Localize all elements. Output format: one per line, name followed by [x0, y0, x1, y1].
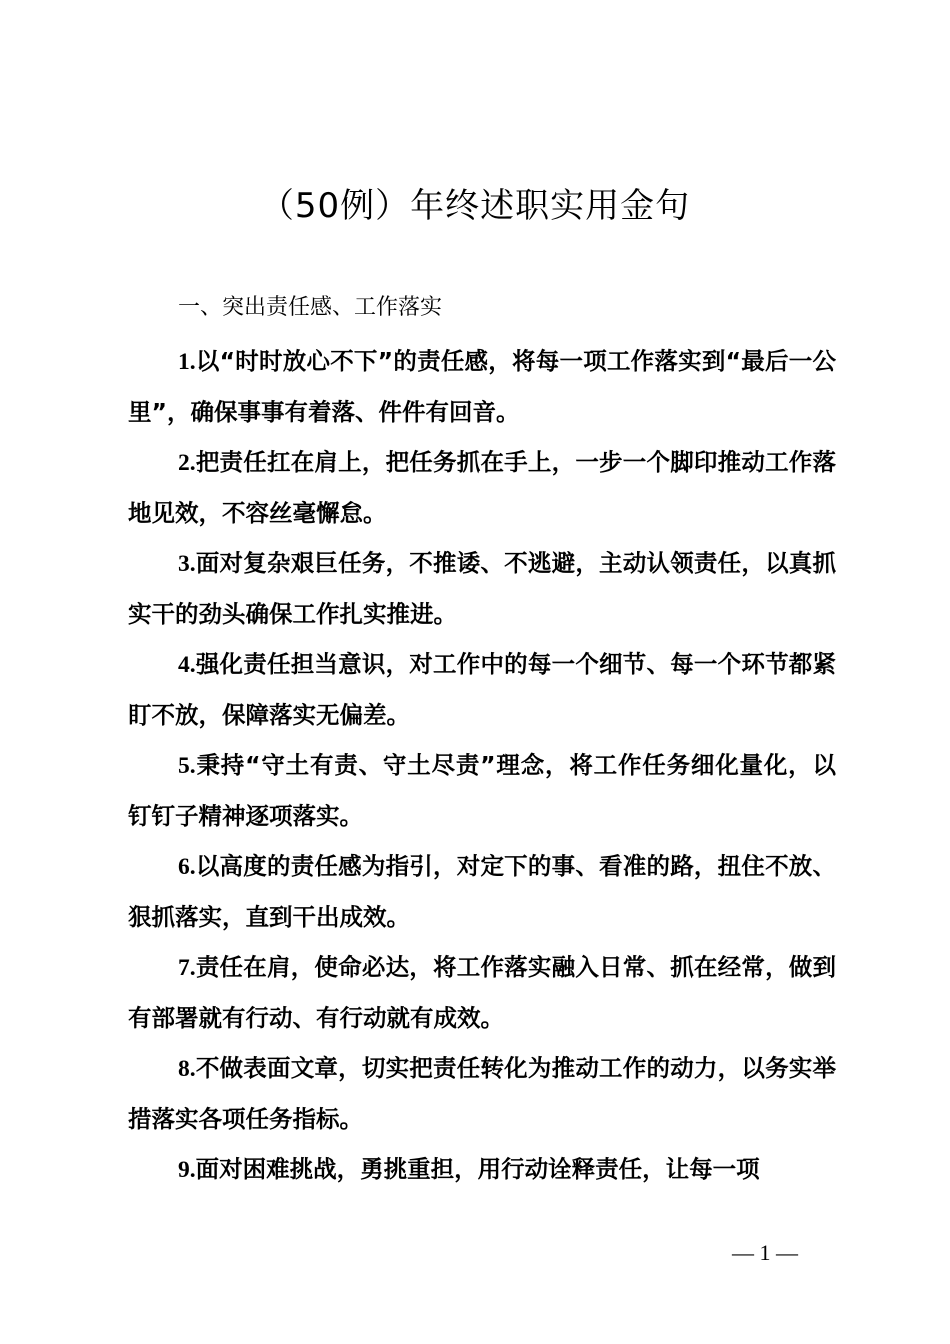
item-number: 9. [178, 1157, 196, 1183]
item-number: 3. [178, 551, 196, 577]
list-item [128, 1043, 836, 1144]
section-heading: 一、突出责任感、工作落实 [178, 295, 443, 320]
item-number: 7. [178, 955, 196, 981]
item-number: 6. [178, 854, 196, 880]
item-text: 以“时时放心不下”的责任感，将每一项工作落实到“最后一公里”，确保事事有着落、件件有回音。 [128, 347, 836, 426]
item-text: 秉持“守土有责、守土尽责”理念，将工作任务细化量化，以钉钉子精神逐项落实。 [128, 751, 836, 830]
list-item [128, 336, 836, 437]
item-number: 2. [178, 450, 196, 476]
list-item [128, 639, 836, 740]
item-number: 5. [178, 753, 196, 779]
page-number: — 1 — [732, 1240, 798, 1265]
item-text: 面对困难挑战，勇挑重担，用行动诠释责任，让每一项 [195, 1155, 760, 1183]
item-text: 不做表面文章，切实把责任转化为推动工作的动力，以务实举措落实各项任务指标。 [128, 1054, 836, 1133]
item-number: 1. [178, 349, 196, 375]
item-number: 8. [178, 1056, 196, 1082]
list-item [128, 538, 836, 639]
page-title: （50例）年终述职实用金句 [259, 186, 691, 226]
item-text: 把责任扛在肩上，把任务抓在手上，一步一个脚印推动工作落地见效，不容丝毫懈怠。 [128, 448, 836, 527]
list-item [128, 942, 836, 1043]
item-text: 强化责任担当意识，对工作中的每一个细节、每一个环节都紧盯不放，保障落实无偏差。 [128, 650, 836, 729]
list-item [128, 437, 836, 538]
item-number: 4. [178, 652, 196, 678]
item-text: 面对复杂艰巨任务，不推诿、不逃避，主动认领责任，以真抓实干的劲头确保工作扎实推进。 [128, 549, 836, 628]
list-item [128, 1144, 836, 1195]
item-list [128, 336, 836, 1195]
item-text: 以高度的责任感为指引，对定下的事、看准的路，扭住不放、狠抓落实，直到干出成效。 [128, 852, 836, 931]
list-item [128, 841, 836, 942]
list-item [128, 740, 836, 841]
item-text: 责任在肩，使命必达，将工作落实融入日常、抓在经常，做到有部署就有行动、有行动就有成效。 [128, 953, 836, 1032]
